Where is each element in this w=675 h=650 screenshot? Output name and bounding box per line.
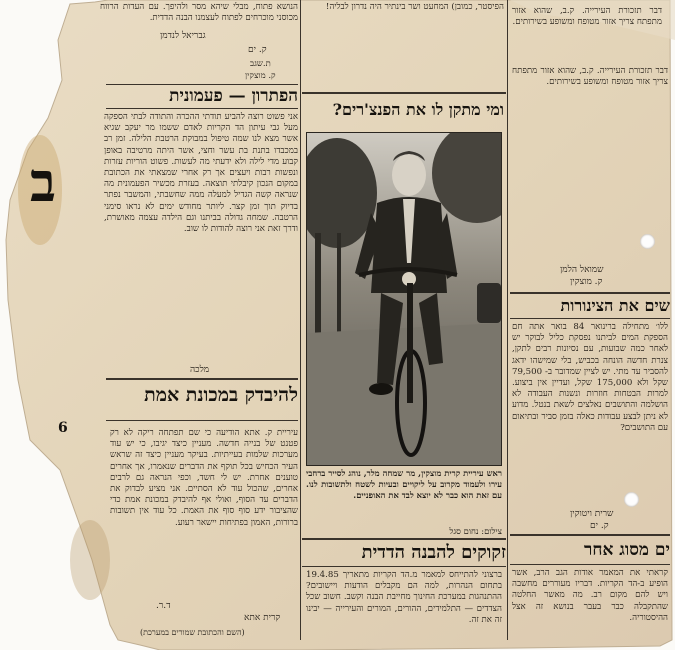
top-left-text: הנושא פתוח, מבלי שיהא מסר ולהיפך. עם העדות הרווח מכוסני מוכרחים לפתוח לעצמנו הבנה הדדית. bbox=[100, 2, 298, 24]
divider bbox=[510, 564, 670, 565]
top-left-signature: גבריאל לנדמן bbox=[160, 31, 206, 41]
punch-hole bbox=[624, 492, 639, 507]
divider bbox=[106, 378, 298, 380]
divider bbox=[302, 538, 506, 540]
divider bbox=[510, 292, 670, 294]
divider bbox=[106, 108, 298, 109]
signature-pumonit: מלכה bbox=[190, 365, 210, 375]
column-rule bbox=[507, 0, 508, 640]
footnote-makhonat: (השם והכתובת שמורים במערכת) bbox=[140, 628, 245, 637]
signature-tsinorot-2: שרית ויטוקין bbox=[570, 509, 614, 519]
byline-city: ק. מוצקין bbox=[245, 71, 276, 81]
column-rule bbox=[300, 0, 301, 640]
signature-tsinorot-1: שמואל הלמן bbox=[560, 265, 604, 275]
body-makhonat: עיריית ק. אתא הודיעה כי שם תפתחה ריקה לא רק פטנט של בנייה חדשה. מעניין כיצד יגיבו, כי יש עוד מערכות שלמות בעייתיות. בעיקר מעניין כיצד זה שראש העיר הכחיש בכל תוקף את הדברים שנאמרו, אך אחרים טוענים אחרת. יש לי חשד, וכפי הנראה גם לרבים אחרים, שהכול עוד לא הסתיים. אני מציע לבדוק את הדברים עד הסוף, ואולי אף להיבדק במכונת אמת כדי שהציבור ידע סוף סוף את האמת. כל עוד אין תשובות ברורות, האמון בפתיחות יישאר רעוע. bbox=[110, 428, 298, 528]
signature-makhonat-city: קרית אתא bbox=[244, 613, 281, 623]
signature-tsinorot-city-1: ק. מוצקין bbox=[570, 277, 603, 287]
edge-fragment: 6 bbox=[58, 420, 68, 436]
body-top-right: דבר תזכורת העירייה. ק.ב, שהוא אזור מתפתח צריך אזור מטופח ומשופע בשירותים. bbox=[512, 66, 668, 88]
punch-hole bbox=[640, 234, 655, 249]
divider bbox=[106, 420, 298, 421]
body-zkukim: ברצוני להתייחס למאמר מ.הד הקריות מתאריך 19.4.85 בתחום הנהרות, למה הם מקבלים הודעות ויישובים? ההתנהגות במערכת החינוך מחייבת הבנה וקשב. חשוב שכל הצדדים — התלמידים, ההורים, המורים והעירייה — יבינו זה את זה. bbox=[306, 570, 502, 625]
body-pumonit: אני פשוט רוצה להביע תודתי ההכרה והתודה לבתי הספקה מעל גבי עיתון הד הקריות לאדם ששמו מר יעקב שגיא אשר מצא לנו שמה טיפול במבוקת הרטבת הלילה. זמן רב במכבדו בתנת בת עשר וחצי, אשר היתה מרטיבה באופן קבוע מדי לילה ולא ידעתי מה לעשות. פשוט הוריות עזרות ונפשות רבות ויעצים אך רק אחרי שמצאתי את הכתובת במקום הנכון קיבלתי תוצאה. בעזרת מכשיר הפעמונית מה שנראה קשה הגדיל למעלה ממה שחשבתי, והמשבר נפתר בדיוק תוך זמן קצר. ליותר מחודש ימים לא נראו סימני הרטבה. שמחה גדולה בביתנו וגם הילדה עצמה מאושרת, ודרך זאת אני רוצה להודות לו שוב. bbox=[104, 112, 298, 235]
headline-tsinorot: שים את הצינורות bbox=[560, 296, 670, 315]
photo-credit: צילום: נחום סגל bbox=[449, 526, 502, 536]
top-mid-text: הפיסטר, כמובן) המחעט ושר בינתיר היה נדרון לבליה! bbox=[325, 2, 504, 12]
body-sug-aher: קראתי את המאמר אודות הגב הרב, אשר הופיע ב-הד הקריות. דבריו מעוררים מחשבה ויש להם מקום רב. מה מאשר החלטה שהתקבלה כבר בעבר בנושא זה אצל ההיסטוריה. bbox=[512, 568, 668, 623]
byline: ת.שגב bbox=[250, 59, 271, 69]
headline-umi: ומי מתקן לו את הפנצ'רים? bbox=[332, 100, 504, 119]
edge-fragment: ב bbox=[30, 150, 57, 214]
headline-sug-aher: ים מסוג אחר bbox=[584, 540, 670, 560]
mayor-bicycle-photo bbox=[306, 132, 502, 466]
signature-makhonat: ד.ר. bbox=[156, 601, 171, 611]
photo-caption: ראש עיריית קרית מוצקין, מר שמחה מלר, נוהג לסייר ברחבי עירו ולעמוד מקרוב על ליקויים ובעיות לשטח ולתשובות לנו. עם זאת הוא כבר לא יוצא לבד את האופניים. bbox=[306, 468, 502, 500]
divider bbox=[510, 318, 670, 319]
signature-tsinorot-city-2: ק. ים bbox=[590, 521, 609, 531]
photo-illustration bbox=[307, 133, 501, 465]
body-tsinorot: ללו׳ מתחילה ברינואר 84 בואר אתה חם הספקת המים לביתנו נפסקת כליל לבוקר יש לאחר כמה שבועות, עם נסיונות רבים לתקן, צנרת חדשה הונחה בכביש, בלי שמישהו ידאג להסביר עד מתי. יש לציין שמדובר ב- 79,500 שקל ולא 175,000 שקל, ועדיין אין ביצוע. למרות הבטחות חוזרות ונשנות העבודה לא הושלמה והתושבים נאלצים לשאת בנטל. מדוע לא ניתן לבצע עבודות כאלה בזמן סביר ובתיאום עם התושבים? bbox=[512, 322, 668, 433]
divider bbox=[106, 84, 298, 85]
divider bbox=[302, 92, 506, 94]
headline-zkukim: זקוקים להבנה הדדית bbox=[361, 542, 506, 563]
headline-makhonat: להיבדק במכונת אמת bbox=[144, 384, 298, 406]
divider bbox=[302, 566, 506, 567]
top-left-signature-city: ק. ים bbox=[248, 45, 267, 55]
headline-pumonit: הפתרון — פעמונית bbox=[169, 86, 298, 106]
top-right-text: דבר תזכורת העירייה. ק.ב, שהוא אזור מתפתח צריך אזור מטופח ומשופע בשירותים. bbox=[512, 6, 662, 28]
divider bbox=[510, 534, 670, 536]
